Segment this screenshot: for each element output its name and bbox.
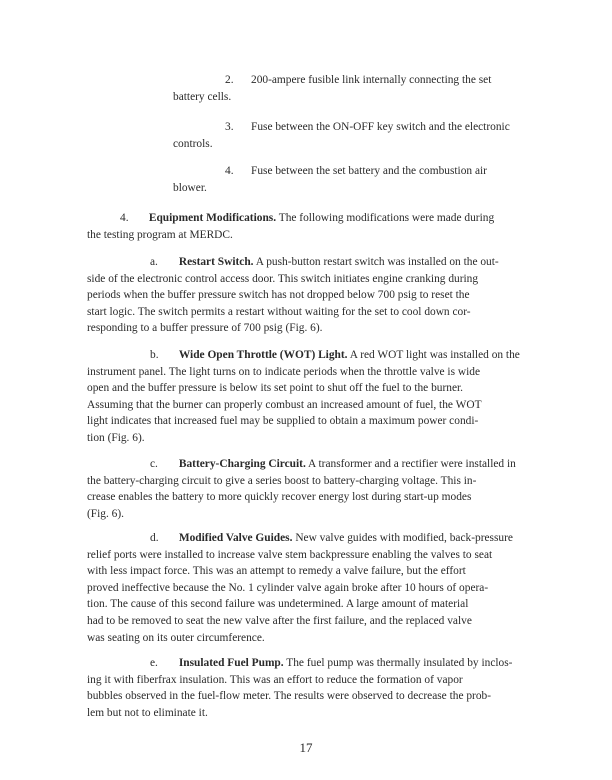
list-number: 4. — [225, 165, 234, 177]
list-text-line: 200-ampere fusible link internally connecting the set — [251, 74, 492, 86]
section-text-line: The following modifications were made during — [278, 212, 495, 224]
paragraph-line: responding to a buffer pressure of 700 psig (Fig. 6). — [87, 322, 323, 335]
paragraph-letter: c. — [150, 458, 158, 470]
paragraph-wot-light — [87, 347, 557, 447]
paragraph-line: side of the electronic control access door. This switch initiates engine cranking during — [87, 272, 479, 285]
list-text-line: blower. — [173, 181, 207, 194]
paragraph-line: A transformer and a rectifier were installed in — [308, 458, 516, 470]
paragraph-letter: b. — [150, 349, 159, 361]
paragraph-letter: e. — [150, 657, 158, 669]
list-number: 3. — [225, 121, 234, 133]
paragraph-letter: d. — [150, 532, 159, 544]
list-text-line: Fuse between the ON-OFF key switch and the electronic — [251, 121, 510, 133]
paragraph-line: lem but not to eliminate it. — [87, 706, 208, 719]
paragraph-line: New valve guides with modified, back-pressure — [295, 532, 513, 544]
section-number: 4. — [120, 212, 129, 224]
list-item-2 — [173, 72, 553, 105]
paragraph-line: periods when the buffer pressure switch has not dropped below 700 psig to reset the — [87, 289, 470, 302]
paragraph-heading: Wide Open Throttle (WOT) Light. — [178, 349, 348, 361]
paragraph-line: Assuming that the burner can properly combust an increased amount of fuel, the WOT — [87, 398, 482, 411]
paragraph-line: start logic. The switch permits a restart without waiting for the set to cool down cor- — [87, 305, 471, 318]
paragraph-line: proved ineffective because the No. 1 cylinder valve again broke after 10 hours of opera- — [87, 581, 489, 594]
paragraph-insulated-fuel-pump — [87, 655, 557, 721]
paragraph-line: A push-button restart switch was installed on the out- — [255, 256, 499, 268]
paragraph-line: bubbles observed in the fuel-flow meter. The results were observed to decrease the prob- — [87, 690, 492, 703]
paragraph-line: relief ports were installed to increase valve stem backpressure enabling the valves to seat — [87, 548, 493, 561]
paragraph-line: ing it with fiberfrax insulation. This was an effort to reduce the formation of vapor — [87, 673, 463, 686]
paragraph-line: the battery-charging circuit to give a series boost to battery-charging voltage. This in- — [87, 474, 477, 487]
paragraph-line: tion (Fig. 6). — [87, 431, 145, 444]
list-text-line: battery cells. — [173, 90, 232, 103]
paragraph-battery-charging-circuit — [87, 456, 557, 522]
paragraph-modified-valve-guides — [87, 530, 557, 646]
paragraph-heading: Battery-Charging Circuit. — [178, 458, 306, 470]
paragraph-heading: Insulated Fuel Pump. — [178, 657, 284, 669]
paragraph-line: had to be removed to seat the new valve after the first failure, and the replaced valve — [87, 614, 472, 627]
paragraph-line: tion. The cause of this second failure was undetermined. A large amount of material — [87, 598, 469, 611]
list-item-3 — [173, 119, 553, 152]
list-text-line: controls. — [173, 137, 213, 150]
list-text-line: Fuse between the set battery and the combustion air — [251, 165, 487, 177]
paragraph-line: light indicates that increased fuel may be supplied to obtain a maximum power condi- — [87, 415, 479, 428]
paragraph-restart-switch — [87, 254, 557, 337]
section-text-line: the testing program at MERDC. — [87, 228, 233, 241]
paragraph-heading: Restart Switch. — [178, 256, 254, 268]
paragraph-line: The fuel pump was thermally insulated by inclos- — [286, 657, 513, 669]
paragraph-letter: a. — [150, 256, 158, 268]
paragraph-heading: Modified Valve Guides. — [178, 532, 293, 544]
page-number: 17 — [299, 740, 313, 755]
list-item-4 — [173, 163, 553, 196]
section-equipment-modifications — [87, 210, 557, 243]
paragraph-line: A red WOT light was installed on the — [349, 349, 520, 361]
paragraph-line: (Fig. 6). — [87, 507, 125, 520]
section-heading: Equipment Modifications. — [148, 212, 277, 224]
paragraph-line: was seating on its outer circumference. — [87, 631, 265, 644]
paragraph-line: crease enables the battery to more quickly recover energy lost during start-up modes — [87, 491, 472, 504]
paragraph-line: instrument panel. The light turns on to indicate periods when the throttle valve is wide — [87, 365, 480, 378]
paragraph-line: open and the buffer pressure is below its set point to shut off the fuel to the burner. — [87, 382, 464, 395]
paragraph-line: with less impact force. This was an attempt to remedy a valve failure, but the effort — [87, 565, 466, 578]
list-number: 2. — [225, 74, 234, 86]
